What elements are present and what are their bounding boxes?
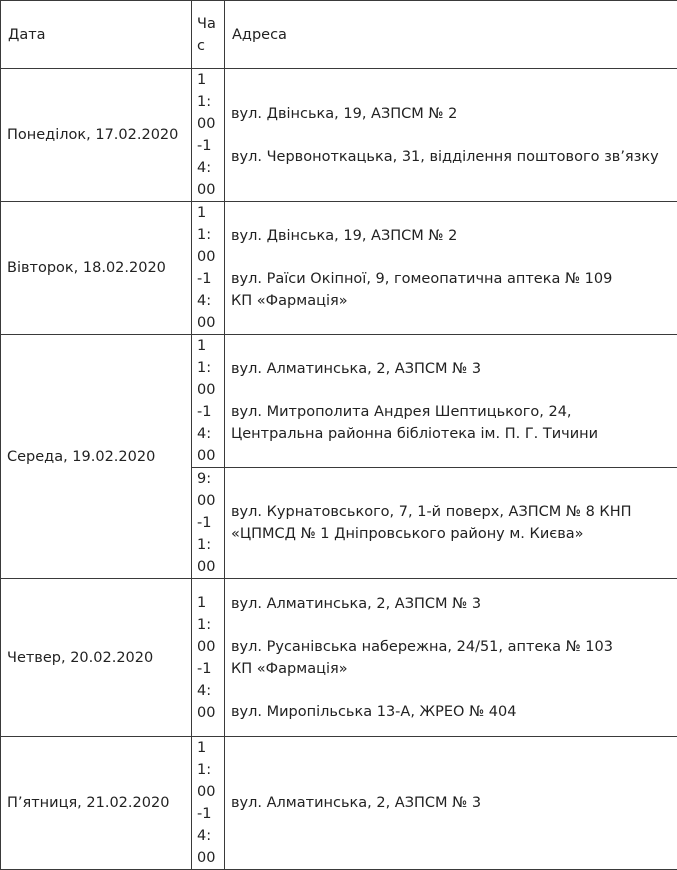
time-cell: 11:00-14:00 [192,335,225,468]
address-entry [231,636,671,680]
address-line: вул. Двінська, 19, АЗПСМ № 2 [231,103,671,125]
address-line: вул. Алматинська, 2, АЗПСМ № 3 [231,358,671,380]
time-cell: 11:00-14:00 [192,69,225,202]
time-cell: 11:00-14:00 [192,737,225,870]
date-cell: П’ятниця, 21.02.2020 [1,737,192,870]
date-cell: Вівторок, 18.02.2020 [1,202,192,335]
date-cell: Четвер, 20.02.2020 [1,579,192,737]
schedule-row [1,335,677,468]
address-entry [231,593,671,615]
address-line: Центральна районна бібліотека ім. П. Г. Тичини [231,423,671,445]
time-cell: 11:00-14:00 [192,202,225,335]
address-line: КП «Фармація» [231,658,671,680]
address-entry [231,358,671,380]
date-cell: Понеділок, 17.02.2020 [1,69,192,202]
address-entry [231,792,671,814]
address-entry [231,225,671,247]
address-entry [231,103,671,125]
address-entry [231,401,671,445]
schedule-row [1,579,677,737]
address-cell [225,579,677,737]
address-entry [231,146,671,168]
address-entry [231,701,671,723]
header-row [1,1,677,69]
header-address: Адреса [225,1,677,69]
time-cell: 9:00-11:00 [192,468,225,579]
address-cell [225,737,677,870]
schedule-row [1,202,677,335]
address-line: вул. Раїси Окіпної, 9, гомеопатична аптека № 109 [231,268,671,290]
address-cell [225,468,677,579]
address-line: «ЦПМСД № 1 Дніпровського району м. Києва» [231,523,671,545]
address-line: вул. Митрополита Андрея Шептицького, 24, [231,401,671,423]
address-line: вул. Алматинська, 2, АЗПСМ № 3 [231,593,671,615]
schedule-row [1,737,677,870]
address-cell [225,69,677,202]
address-cell [225,202,677,335]
address-line: вул. Курнатовського, 7, 1-й поверх, АЗПСМ № 8 КНП [231,501,671,523]
schedule-row [1,69,677,202]
header-time: Час [192,1,225,69]
address-line: вул. Миропільська 13-А, ЖРЕО № 404 [231,701,671,723]
address-line: КП «Фармація» [231,290,671,312]
address-cell [225,335,677,468]
schedule-body [1,1,677,870]
address-entry [231,268,671,312]
time-cell: 11:00-14:00 [192,579,225,737]
address-line: вул. Русанівська набережна, 24/51, аптека № 103 [231,636,671,658]
address-entry [231,501,671,545]
address-line: вул. Двінська, 19, АЗПСМ № 2 [231,225,671,247]
date-cell: Середа, 19.02.2020 [1,335,192,579]
header-date: Дата [1,1,192,69]
address-line: вул. Алматинська, 2, АЗПСМ № 3 [231,792,671,814]
address-line: вул. Червоноткацька, 31, відділення поштового зв’язку [231,146,671,168]
